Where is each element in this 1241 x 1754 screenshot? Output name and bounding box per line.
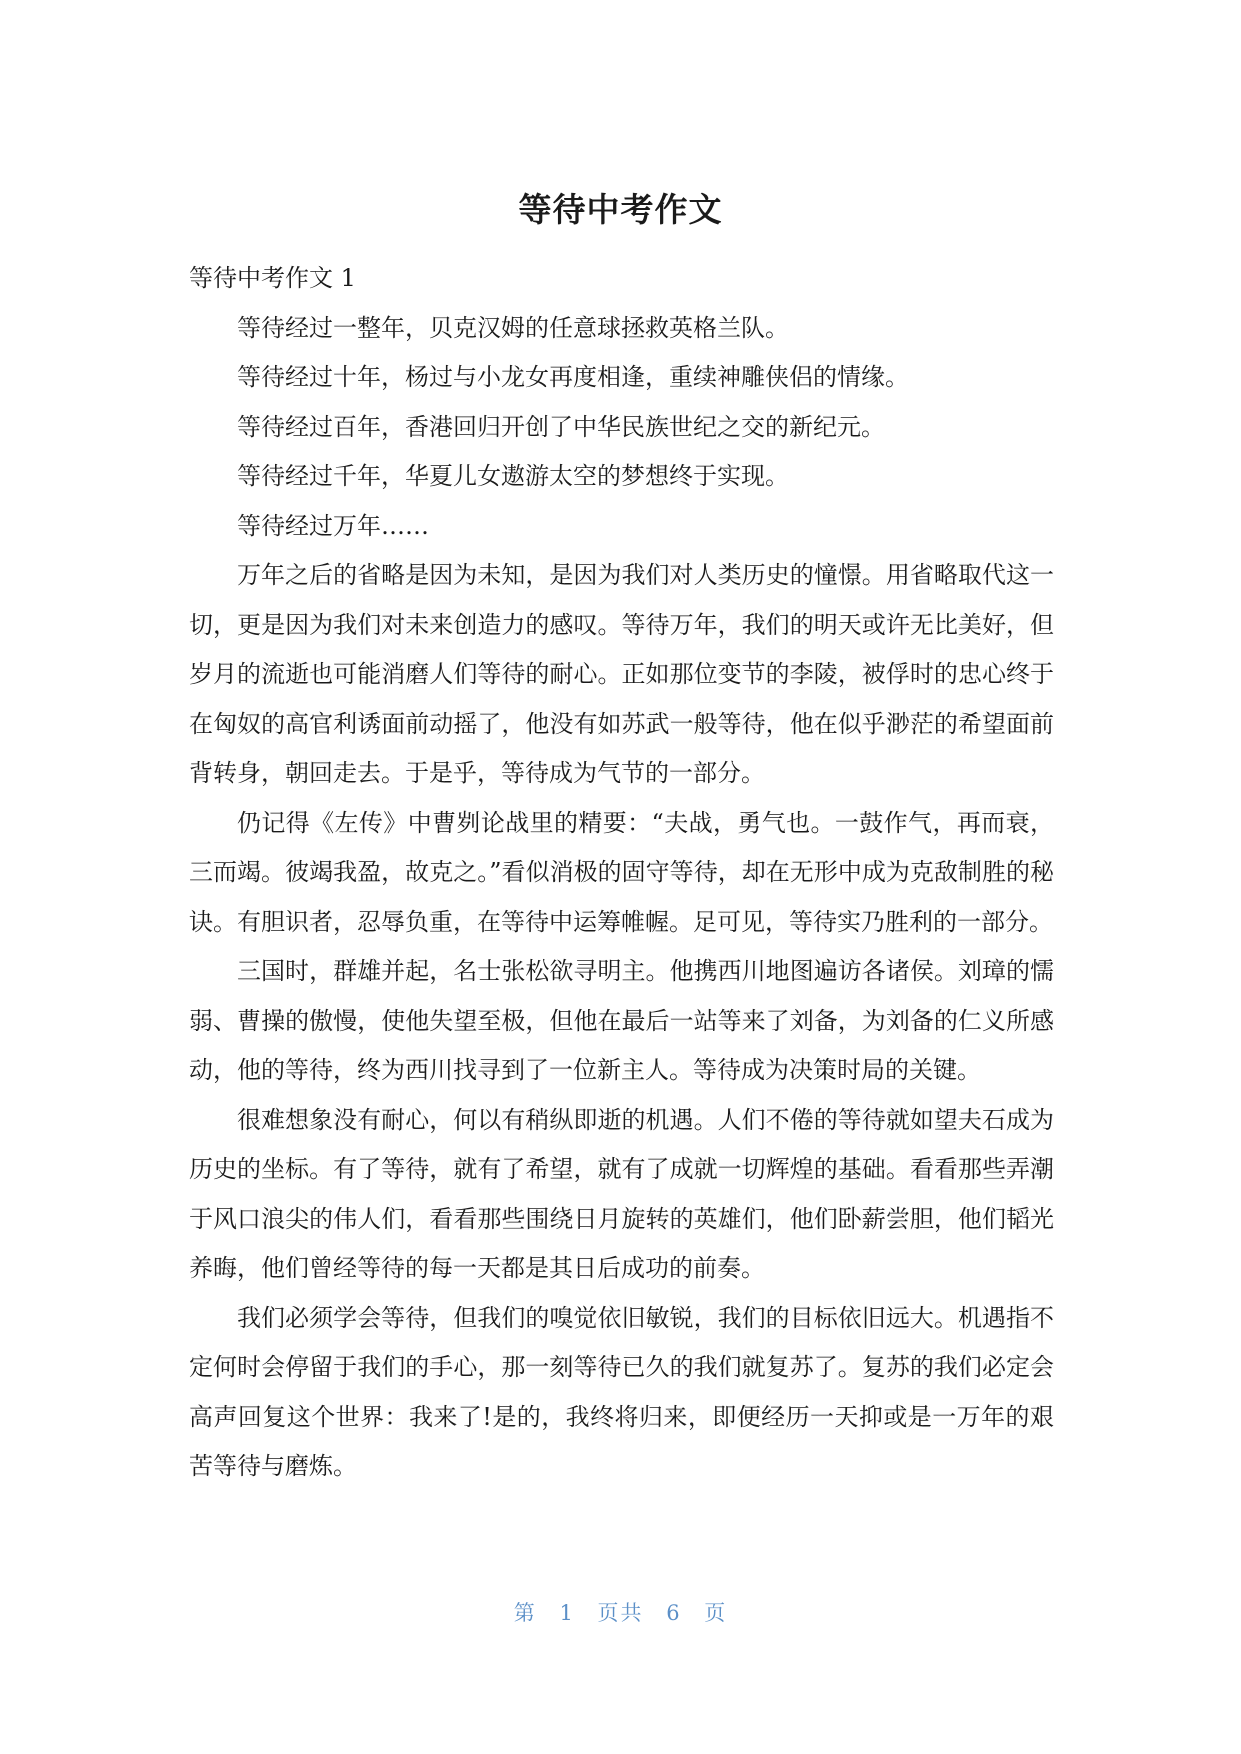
paragraph-10: 我们必须学会等待，但我们的嗅觉依旧敏锐，我们的目标依旧远大。机遇指不定何时会停留于我们的手心，那一刻等待已久的我们就复苏了。复苏的我们必定会高声回复这个世界：我来了!是的，我终将归来，即便经历一天抑或是一万年的艰苦等待与磨炼。 — [189, 1303, 1054, 1480]
paragraph-1: 等待经过一整年，贝克汉姆的任意球拯救英格兰队。 — [237, 313, 789, 342]
footer-total-pages: 6 — [666, 1601, 682, 1625]
footer-prefix: 第 — [513, 1601, 537, 1625]
document-title: 等待中考作文 — [518, 190, 723, 229]
paragraph-2: 等待经过十年，杨过与小龙女再度相逢，重续神雕侠侣的情缘。 — [237, 363, 909, 391]
paragraph-8: 三国时，群雄并起，名士张松欲寻明主。他携西川地图遍访各诸侯。刘璋的懦弱、曹操的傲慢，使他失望至极，但他在最后一站等来了刘备，为刘备的仁义所感动，他的等待，终为西川找寻到了一位新主人。等待成为决策时局的关键。 — [189, 957, 1054, 1084]
footer-middle: 页共 — [597, 1601, 644, 1625]
footer-page-number: 1 — [559, 1601, 575, 1625]
paragraph-9: 很难想象没有耐心，何以有稍纵即逝的机遇。人们不倦的等待就如望夫石成为历史的坐标。有了等待，就有了希望，就有了成就一切辉煌的基础。看看那些弄潮于风口浪尖的伟人们，看看那些围绕日月旋转的英雄们，他们卧薪尝胆，他们韬光养晦，他们曾经等待的每一天都是其日后成功的前奏。 — [189, 1105, 1054, 1282]
paragraph-3: 等待经过百年，香港回归开创了中华民族世纪之交的新纪元。 — [237, 412, 885, 441]
paragraph-5: 等待经过万年…… — [237, 511, 429, 540]
document-subtitle: 等待中考作文 1 — [189, 264, 356, 292]
footer-suffix: 页 — [704, 1601, 728, 1625]
paragraph-6: 万年之后的省略是因为未知，是因为我们对人类历史的憧憬。用省略取代这一切，更是因为我们对未来创造力的感叹。等待万年，我们的明天或许无比美好，但岁月的流逝也可能消磨人们等待的耐心。正如那位变节的李陵，被俘时的忠心终于在匈奴的高官利诱面前动摇了，他没有如苏武一般等待，他在似乎渺茫的希望面前背转身，朝回走去。于是乎，等待成为气节的一部分。 — [189, 561, 1054, 787]
page-footer — [0, 1598, 1241, 1628]
document-body — [189, 254, 1054, 1492]
paragraph-4: 等待经过千年，华夏儿女遨游太空的梦想终于实现。 — [237, 462, 789, 490]
paragraph-7: 仍记得《左传》中曹刿论战里的精要：“夫战，勇气也。一鼓作气，再而衰，三而竭。彼竭我盈，故克之。”看似消极的固守等待，却在无形中成为克敌制胜的秘诀。有胆识者，忍辱负重，在等待中运筹帷幄。足可见，等待实乃胜利的一部分。 — [189, 808, 1054, 936]
